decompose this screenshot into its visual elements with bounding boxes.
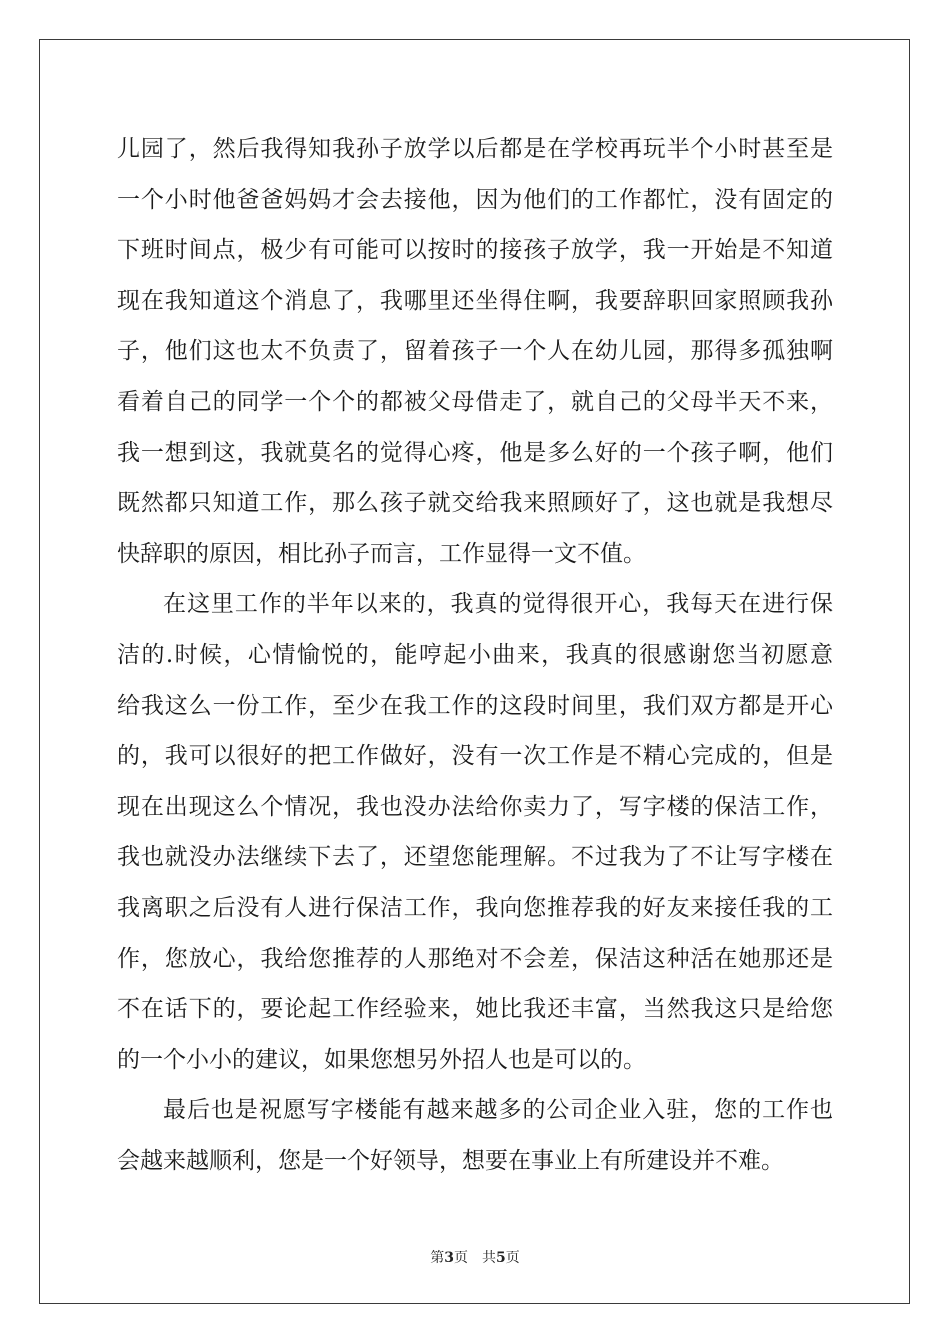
document-body: [117, 124, 833, 1186]
text-line: 作，您放心，我给您推荐的人那绝对不会差，保洁这种活在她那还是: [117, 945, 833, 972]
text-line: 给我这么一份工作，至少在我工作的这段时间里，我们双方都是开心: [117, 692, 833, 719]
page-footer: [0, 1247, 950, 1267]
page-label-prefix: 第: [430, 1250, 445, 1266]
text-line: 一个小时他爸爸妈妈才会去接他，因为他们的工作都忙，没有固定的: [117, 186, 833, 213]
text-line: 洁的.时候，心情愉悦的，能哼起小曲来，我真的很感谢您当初愿意: [117, 641, 833, 668]
paragraph-first-line: 最后也是祝愿写字楼能有越来越多的公司企业入驻，您的工作也: [163, 1097, 833, 1124]
text-line: 儿园了，然后我得知我孙子放学以后都是在学校再玩半个小时甚至是: [117, 136, 833, 162]
current-page-number: 3: [444, 1250, 454, 1266]
text-line: 我离职之后没有人进行保洁工作，我向您推荐我的好友来接任我的工: [117, 894, 833, 921]
text-line: 看着自己的同学一个个的都被父母借走了，就自己的父母半天不来，: [117, 388, 833, 415]
text-line: 现在出现这么个情况，我也没办法给你卖力了，写字楼的保洁工作，: [117, 793, 833, 820]
text-line: 不在话下的，要论起工作经验来，她比我还丰富，当然我这只是给您: [117, 996, 833, 1023]
page-label-unit: 页: [454, 1250, 468, 1266]
total-label-unit: 页: [505, 1250, 520, 1266]
total-page-count: 5: [496, 1250, 506, 1266]
text-line: 快辞职的原因，相比孙子而言，工作显得一文不值。: [117, 540, 646, 567]
text-line: 我也就没办法继续下去了，还望您能理解。不过我为了不让写字楼在: [117, 844, 833, 871]
text-line: 的，我可以很好的把工作做好，没有一次工作是不精心完成的，但是: [117, 743, 833, 770]
text-line: 既然都只知道工作，那么孩子就交给我来照顾好了，这也就是我想尽: [117, 490, 833, 517]
text-line: 下班时间点，极少有可能可以按时的接孩子放学，我一开始是不知道: [117, 237, 833, 264]
text-line: 会越来越顺利，您是一个好领导，想要在事业上有所建设并不难。: [117, 1147, 784, 1174]
text-line: 我一想到这，我就莫名的觉得心疼，他是多么好的一个孩子啊，他们: [117, 439, 833, 466]
total-label-prefix: 共: [482, 1250, 496, 1266]
text-line: 子，他们这也太不负责了，留着孩子一个人在幼儿园，那得多孤独啊: [117, 338, 833, 365]
paragraph-first-line: 在这里工作的半年以来的，我真的觉得很开心，我每天在进行保: [163, 591, 833, 618]
text-line: 现在我知道这个消息了，我哪里还坐得住啊，我要辞职回家照顾我孙: [117, 287, 833, 314]
text-line: 的一个小小的建议，如果您想另外招人也是可以的。: [117, 1046, 646, 1073]
